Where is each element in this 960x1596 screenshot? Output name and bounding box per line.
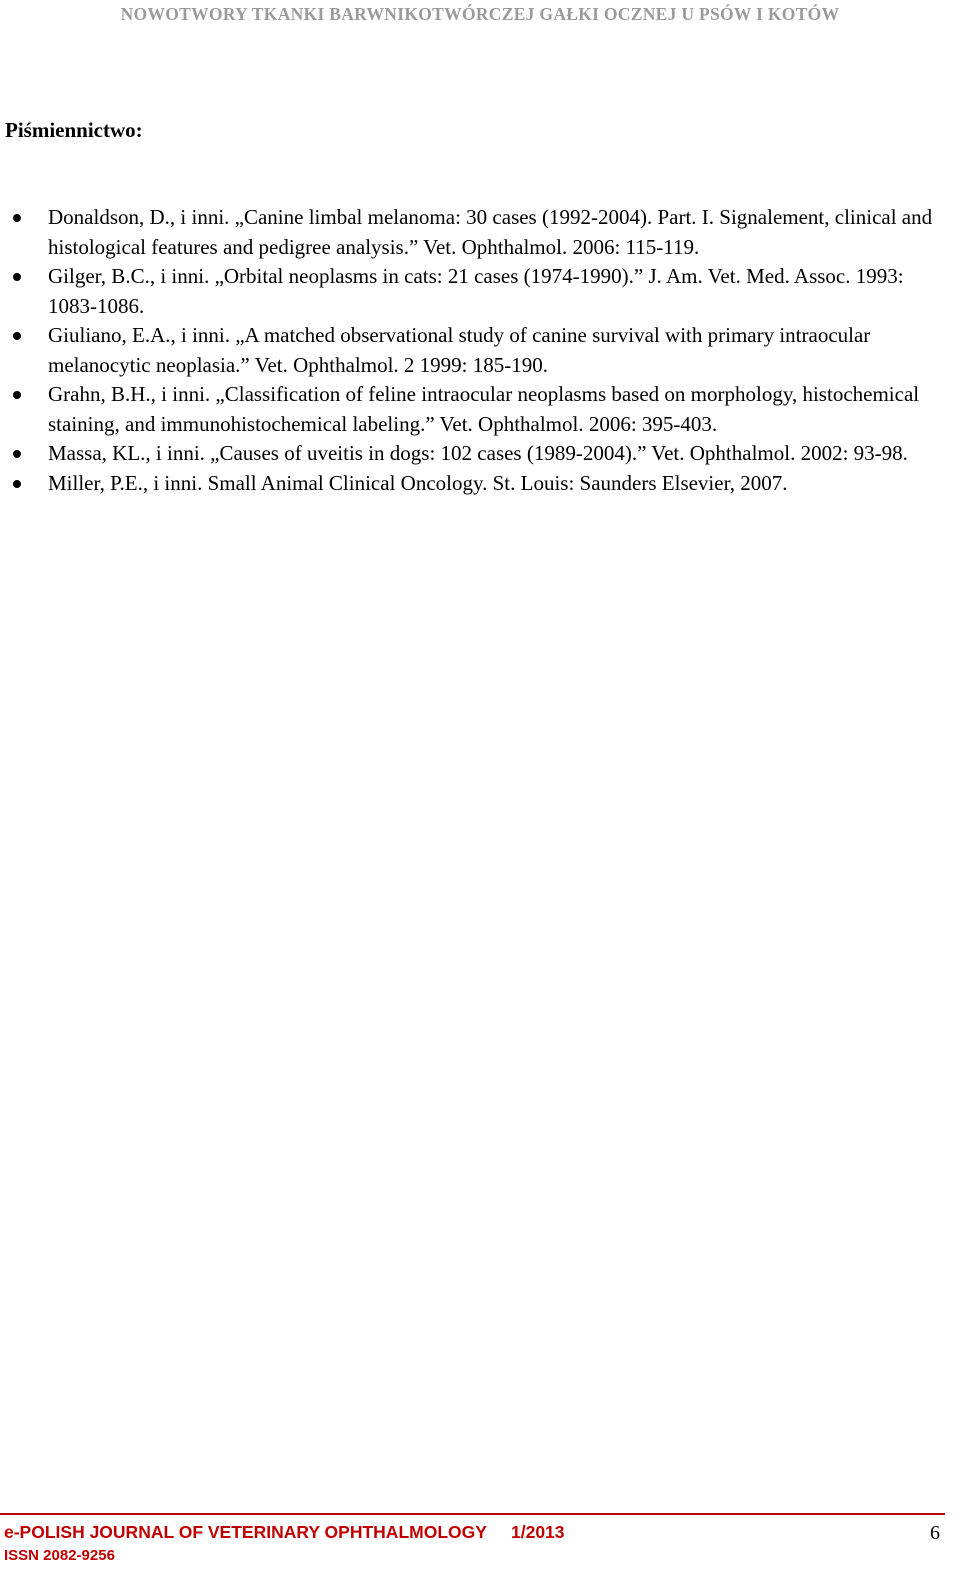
bullet-icon	[13, 273, 21, 281]
reference-item	[0, 380, 945, 439]
reference-text: Giuliano, E.A., i inni. „A matched observational study of canine survival with primary intraocular melanocytic neoplasia.” Vet. Ophthalmol. 2 1999: 185-190.	[48, 323, 871, 377]
bullet-icon	[13, 332, 21, 340]
section-title: Piśmiennictwo:	[5, 118, 143, 142]
bullet-icon	[13, 450, 21, 458]
reference-item	[0, 469, 945, 499]
reference-text: Miller, P.E., i inni. Small Animal Clinical Oncology. St. Louis: Saunders Elsevier, 2007.	[48, 470, 788, 495]
reference-item	[0, 203, 945, 262]
bullet-icon	[13, 480, 21, 488]
reference-text: Massa, KL., i inni. „Causes of uveitis in dogs: 102 cases (1989-2004).” Vet. Ophthalmol. 2002: 93-98.	[48, 441, 908, 465]
page-number: 6	[930, 1522, 940, 1544]
footer-divider	[0, 1513, 945, 1515]
reference-item	[0, 321, 945, 380]
reference-item	[0, 262, 945, 321]
bullet-icon	[13, 391, 21, 399]
running-header: NOWOTWORY TKANKI BARWNIKOTWÓRCZEJ GAŁKI OCZNEJ U PSÓW I KOTÓW	[120, 4, 840, 24]
reference-text: Gilger, B.C., i inni. „Orbital neoplasms in cats: 21 cases (1974-1990).” J. Am. Vet. Med. Assoc. 1993: 1083-1086.	[48, 264, 904, 318]
bullet-icon	[13, 214, 21, 222]
reference-text: Grahn, B.H., i inni. „Classification of feline intraocular neoplasms based on morphology, histochemical staining, and immunohistochemical labeling.” Vet. Ophthalmol. 2006: 395-403.	[48, 382, 920, 436]
reference-text: Donaldson, D., i inni. „Canine limbal melanoma: 30 cases (1992-2004). Part. I. Signalement, clinical and histological features and pedigree analysis.” Vet. Ophthalmol. 2006: 115-119.	[48, 205, 933, 259]
reference-item	[0, 439, 945, 469]
footer-journal-name: e-POLISH JOURNAL OF VETERINARY OPHTHALMOLOGY	[4, 1522, 487, 1542]
reference-list	[0, 203, 945, 498]
footer-issn: ISSN 2082-9256	[4, 1547, 115, 1564]
footer-issue: 1/2013	[511, 1522, 565, 1542]
